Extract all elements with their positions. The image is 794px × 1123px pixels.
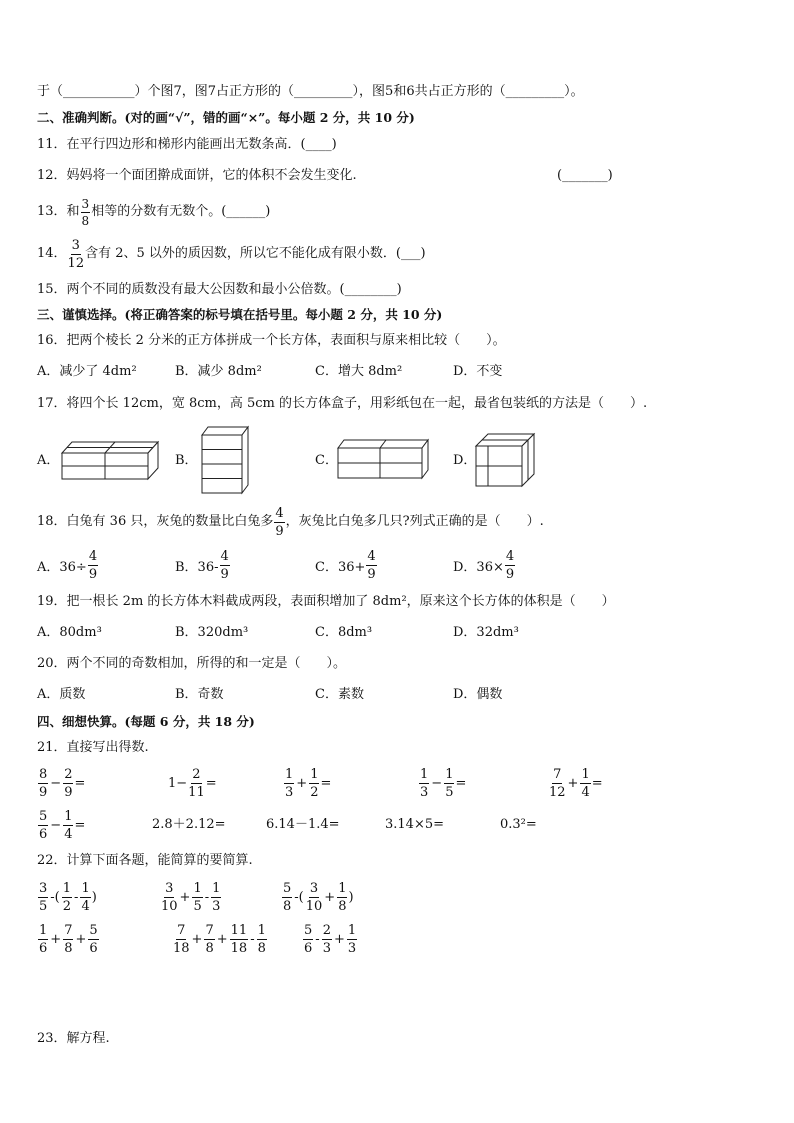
operator: + [216, 931, 228, 947]
den: 8 [205, 940, 214, 956]
q18-c-label: C．36+ [315, 559, 366, 575]
num: 5 [283, 880, 292, 896]
num: 1 [338, 880, 347, 896]
q13-suffix: 相等的分数有无数个。(______) [91, 204, 271, 219]
q18-fraction [274, 507, 284, 538]
q21-item-3 [283, 762, 331, 804]
q19-option-c[interactable]: C．8dm³ [315, 625, 373, 640]
q17-figure-b [198, 425, 250, 495]
q16-option-c[interactable]: C．增大 8dm² [315, 364, 403, 379]
den: 6 [89, 940, 98, 956]
den: 5 [193, 898, 202, 914]
q21-item-1 [37, 762, 85, 804]
num: 2 [322, 922, 331, 938]
q22: 22．计算下面各题，能简算的要简算. [37, 853, 253, 868]
q16: 16．把两个棱长 2 分米的正方体拼成一个长方体，表面积与原来相比较（ ）。 [37, 333, 506, 348]
q22-item-6 [302, 918, 358, 960]
q21: 21．直接写出得数. [37, 740, 149, 755]
num: 1 [581, 766, 590, 782]
q13 [37, 194, 270, 230]
den: 2 [310, 784, 319, 800]
q18-d-den: 9 [505, 566, 515, 582]
q22-item-3 [281, 876, 354, 918]
den: 3 [420, 784, 429, 800]
q23: 23．解方程. [37, 1031, 110, 1046]
num: 3 [39, 880, 48, 896]
q18-d-fraction [505, 550, 515, 581]
den: 11 [188, 784, 205, 800]
equals: = [74, 817, 86, 833]
q11: 11．在平行四边形和梯形内能画出无数条高．(____) [37, 137, 337, 152]
q18-option-c[interactable] [315, 545, 378, 585]
num: 8 [39, 766, 48, 782]
q19-option-d[interactable]: D．32dm³ [453, 625, 519, 640]
q21-item-8: 6.14－1.4= [266, 817, 340, 832]
den: 10 [305, 898, 323, 914]
equals: = [320, 775, 332, 791]
num: 11 [230, 922, 248, 938]
operator: + [75, 931, 87, 947]
den: 3 [347, 940, 357, 956]
operator: + [333, 931, 345, 947]
num: 7 [177, 922, 186, 938]
operator: + [296, 775, 308, 791]
q14-fraction [68, 239, 85, 270]
operator: − [431, 775, 443, 791]
num: 5 [304, 922, 313, 938]
operator: -( [50, 889, 60, 905]
operator: - [204, 889, 210, 905]
den: 9 [39, 784, 48, 800]
q21-item-10: 0.3²= [500, 817, 537, 832]
num: 7 [64, 922, 73, 938]
q21-item-5 [548, 762, 603, 804]
close-paren: ) [91, 889, 97, 905]
q18-a-fraction [88, 550, 98, 581]
den: 4 [81, 898, 90, 914]
q18-prefix: 18．白兔有 36 只，灰兔的数量比白兔多 [37, 514, 274, 529]
q21-item-4 [418, 762, 466, 804]
q20-option-b[interactable]: B．奇数 [175, 687, 224, 702]
q22-item-5 [172, 918, 268, 960]
num: 1 [62, 880, 72, 896]
q18-num: 4 [275, 505, 284, 521]
operator: - [74, 889, 79, 905]
q14-prefix: 14． [37, 246, 67, 261]
q18-b-fraction [220, 550, 230, 581]
q13-fraction [81, 198, 91, 227]
num: 5 [39, 808, 48, 824]
den: 8 [338, 898, 347, 914]
operator: + [179, 889, 191, 905]
q19-option-b[interactable]: B．320dm³ [175, 625, 249, 640]
operator: + [567, 775, 579, 791]
den: 9 [64, 784, 73, 800]
q16-option-b[interactable]: B．减少 8dm² [175, 364, 262, 379]
q17: 17．将四个长 12cm，宽 8cm，高 5cm 的长方体盒子，用彩纸包在一起，最省包装纸的方法是（ ）. [37, 396, 648, 411]
q20-option-d[interactable]: D．偶数 [453, 687, 503, 702]
num: 1 [81, 880, 90, 896]
q20: 20．两个不同的奇数相加，所得的和一定是（ ）。 [37, 656, 347, 671]
q18 [37, 500, 544, 544]
operator: - [250, 931, 255, 947]
num: 1 [212, 880, 221, 896]
operator: + [50, 931, 62, 947]
q18-c-den: 9 [367, 566, 376, 582]
q17-option-a[interactable]: A． [37, 453, 60, 468]
num: 1 [257, 922, 266, 938]
q18-b-label: B．36- [175, 559, 219, 575]
den: 4 [581, 784, 590, 800]
q17-option-b[interactable]: B． [175, 453, 198, 468]
den: 4 [64, 826, 73, 842]
num: 3 [309, 880, 319, 896]
q19: 19．把一根长 2m 的长方体木料截成两段，表面积增加了 8dm²，原来这个长方体的体积是（ ） [37, 594, 615, 609]
operator: + [191, 931, 203, 947]
den: 3 [285, 784, 294, 800]
q17-option-d[interactable]: D． [453, 453, 477, 468]
den: 10 [161, 898, 178, 914]
q14-den: 12 [67, 255, 85, 271]
num: 1 [310, 766, 319, 782]
den: 8 [283, 898, 292, 914]
q18-option-b[interactable] [175, 545, 231, 585]
q16-option-a[interactable]: A．减少了 4dm² [37, 364, 137, 379]
q14-num: 3 [71, 237, 80, 253]
num: 7 [205, 922, 214, 938]
q18-den: 9 [275, 523, 284, 539]
den: 2 [62, 898, 72, 914]
operator: -( [294, 889, 304, 905]
prefix: 1− [168, 775, 188, 791]
section-2-heading: 二、准确判断。(对的画“√”，错的画“×”。每小题 2 分，共 10 分) [37, 110, 415, 125]
q13-num: 3 [81, 196, 90, 211]
den: 8 [257, 940, 266, 956]
num: 1 [420, 766, 429, 782]
q21-item-7: 2.8＋2.12= [152, 817, 226, 832]
q21-item-2 [168, 762, 217, 804]
q18-a-label: A．36÷ [37, 559, 87, 575]
q20-option-a[interactable]: A．质数 [37, 687, 86, 702]
den: 3 [322, 940, 331, 956]
q15: 15．两个不同的质数没有最大公因数和最小公倍数。(________) [37, 282, 402, 297]
operator: − [50, 817, 62, 833]
q18-d-label: D．36× [453, 559, 504, 575]
q14-suffix: 含有 2、5 以外的质因数，所以它不能化成有限小数．(___) [85, 246, 426, 261]
num: 2 [64, 766, 73, 782]
num: 7 [553, 766, 562, 782]
den: 5 [445, 784, 454, 800]
q17-figure-c [336, 438, 430, 480]
q20-option-c[interactable]: C．素数 [315, 687, 364, 702]
q13-prefix: 13．和 [37, 204, 80, 219]
q19-option-a[interactable]: A．80dm³ [37, 625, 102, 640]
operator: - [315, 931, 320, 947]
section-4-heading: 四、细想快算。(每题 6 分，共 18 分) [37, 714, 255, 729]
q17-figure-a [60, 440, 160, 482]
den: 5 [39, 898, 48, 914]
q21-item-6 [37, 804, 85, 846]
equals: = [205, 775, 217, 791]
q17-figure-d [474, 432, 536, 488]
den: 12 [549, 784, 566, 800]
q22-item-2 [160, 876, 222, 918]
equals: = [74, 775, 86, 791]
num: 1 [39, 922, 48, 938]
den: 3 [212, 898, 221, 914]
q18-option-d[interactable] [453, 545, 516, 585]
den: 8 [64, 940, 73, 956]
num: 1 [445, 766, 454, 782]
num: 1 [64, 808, 73, 824]
q18-suffix: ，灰兔比白兔多几只?列式正确的是（ ）. [285, 514, 544, 529]
q18-c-fraction [366, 550, 376, 581]
q18-b-num: 4 [220, 548, 229, 564]
q22-item-1 [37, 876, 97, 918]
operator: − [50, 775, 62, 791]
q12-blank: (_______) [557, 168, 613, 183]
den: 6 [39, 940, 48, 956]
q18-b-den: 9 [220, 566, 229, 582]
q13-den: 8 [81, 213, 90, 228]
q17-option-c[interactable]: C． [315, 453, 338, 468]
equals: = [591, 775, 603, 791]
close-paren: ) [348, 889, 354, 905]
q10-tail: 于（___________）个图7，图7占正方形的（_________），图5和6共占正方形的（_________）。 [37, 84, 584, 99]
den: 18 [173, 940, 190, 956]
q18-a-den: 9 [88, 566, 98, 582]
q14 [37, 234, 426, 274]
num: 1 [193, 880, 202, 896]
q18-c-num: 4 [367, 548, 376, 564]
num: 5 [89, 922, 98, 938]
q18-option-a[interactable] [37, 545, 99, 585]
operator: + [324, 889, 336, 905]
section-3-heading: 三、谨慎选择。(将正确答案的标号填在括号里。每小题 2 分，共 10 分) [37, 307, 443, 322]
den: 18 [230, 940, 248, 956]
equals: = [455, 775, 467, 791]
q18-d-num: 4 [505, 548, 515, 564]
den: 6 [304, 940, 313, 956]
q21-item-9: 3.14×5= [385, 817, 445, 832]
num: 3 [165, 880, 174, 896]
num: 2 [192, 766, 201, 782]
num: 1 [285, 766, 294, 782]
q16-option-d[interactable]: D．不变 [453, 364, 503, 379]
q18-a-num: 4 [88, 548, 98, 564]
q12: 12．妈妈将一个面团擀成面饼，它的体积不会发生变化. [37, 168, 357, 183]
den: 6 [39, 826, 48, 842]
q22-item-4 [37, 918, 100, 960]
num: 1 [347, 922, 357, 938]
